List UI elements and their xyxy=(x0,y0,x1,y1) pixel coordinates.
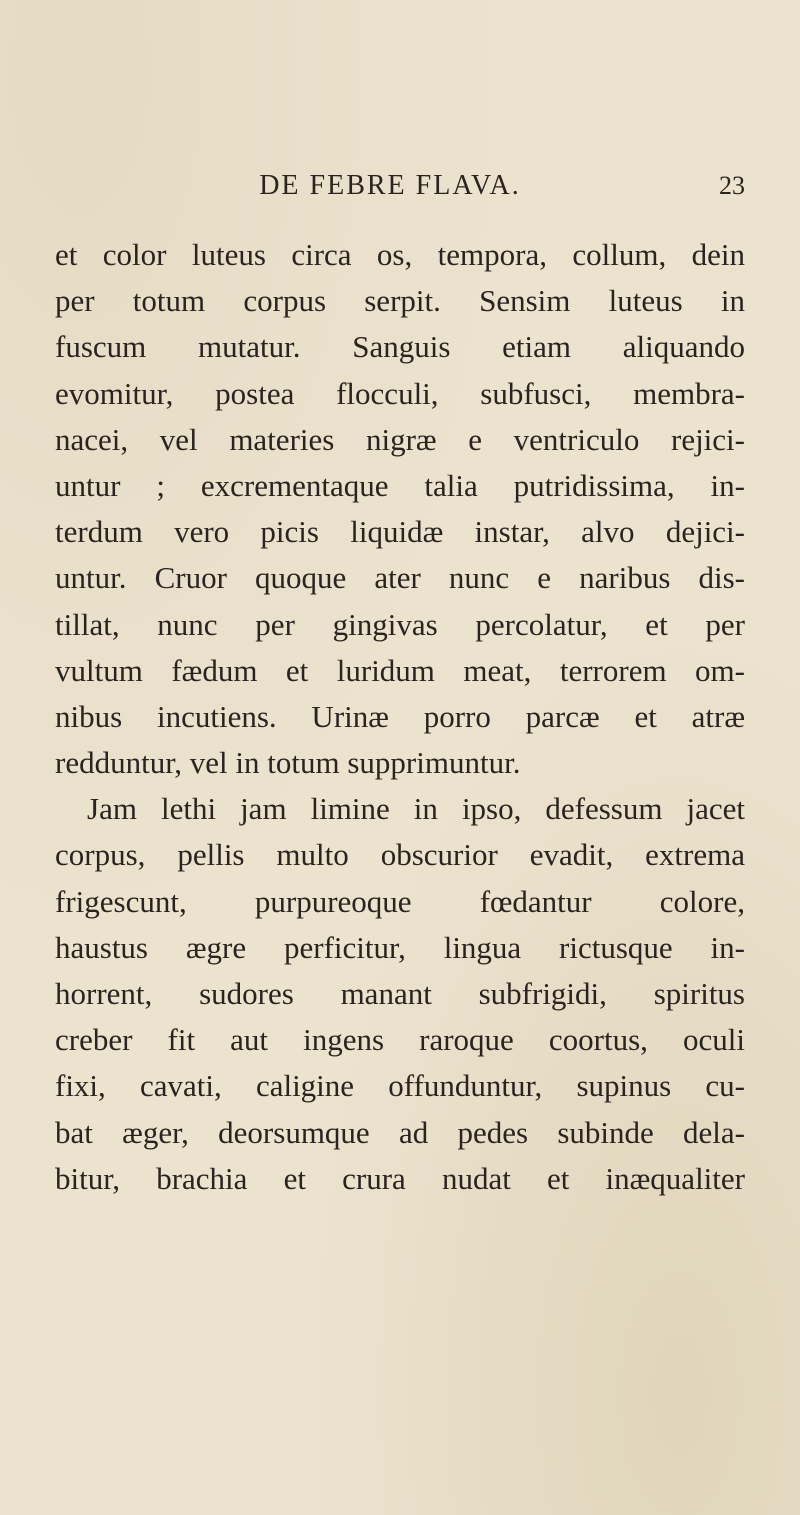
text-line: fuscum mutatur. Sanguis etiam aliquando xyxy=(55,329,745,365)
text-line: haustus ægre perficitur, lingua rictusque in- xyxy=(55,929,745,965)
body-text xyxy=(55,232,745,1202)
text-line: vultum fædum et luridum meat, terrorem om- xyxy=(55,652,745,688)
text-line: nacei, vel materies nigræ e ventriculo rejici- xyxy=(55,421,745,457)
text-line: untur ; excrementaque talia putridissima, in- xyxy=(55,467,745,503)
text-line: fixi, cavati, caligine offunduntur, supinus cu- xyxy=(55,1068,745,1104)
text-line: horrent, sudores manant subfrigidi, spiritus xyxy=(55,976,745,1011)
text-line: bat æger, deorsumque ad pedes subinde dela- xyxy=(55,1114,745,1150)
page-number: 23 xyxy=(719,171,745,200)
text-line: tillat, nunc per gingivas percolatur, et per xyxy=(55,606,745,642)
running-title: DE FEBRE FLAVA. xyxy=(259,170,521,201)
text-line: evomitur, postea flocculi, subfusci, membra- xyxy=(55,375,745,411)
text-line: corpus, pellis multo obscurior evadit, extrema xyxy=(55,837,745,873)
text-line: bitur, brachia et crura nudat et inæqualiter xyxy=(55,1160,745,1196)
paragraph-start-line: Jam lethi jam limine in ipso, defessum jacet xyxy=(87,791,745,827)
text-line: per totum corpus serpit. Sensim luteus in xyxy=(55,283,745,319)
text-line: et color luteus circa os, tempora, collum, dein xyxy=(55,237,745,272)
text-line: terdum vero picis liquidæ instar, alvo dejici- xyxy=(55,514,745,550)
text-line: frigescunt, purpureoque fœdantur colore, xyxy=(55,883,745,919)
page-header xyxy=(0,166,800,206)
text-line: nibus incutiens. Urinæ porro parcæ et atræ xyxy=(55,698,745,734)
text-line: untur. Cruor quoque ater nunc e naribus dis- xyxy=(55,560,745,596)
text-line: creber fit aut ingens raroque coortus, oculi xyxy=(55,1022,745,1058)
text-line: redduntur, vel in totum supprimuntur. xyxy=(55,745,521,781)
